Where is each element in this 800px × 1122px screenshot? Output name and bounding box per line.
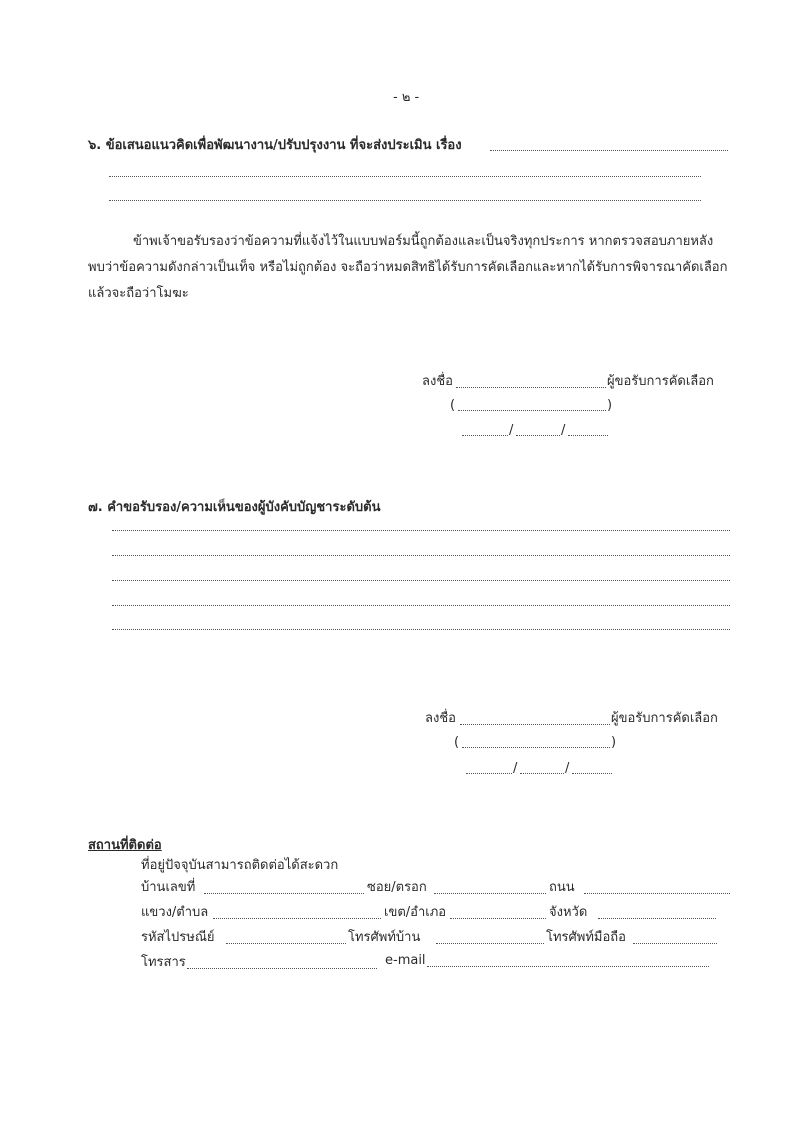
signature1-date-day[interactable] <box>462 435 508 436</box>
home-phone-field[interactable] <box>436 943 544 944</box>
section7-field-line-4[interactable] <box>112 605 730 606</box>
signature2-name-field[interactable] <box>462 747 610 748</box>
signature2-date-day[interactable] <box>466 773 512 774</box>
section6-field-line-3[interactable] <box>109 200 701 201</box>
house-no-label: บ้านเลขที่ <box>141 880 196 895</box>
section6-heading: ๖. ข้อเสนอแนวคิดเพื่อพัฒนางาน/ปรับปรุงงาน ที่จะส่งประเมิน เรื่อง <box>88 138 462 153</box>
section7-field-line-1[interactable] <box>112 530 730 531</box>
signature1-role-label: ผู้ขอรับการคัดเลือก <box>607 374 714 389</box>
signature1-date-sep1: / <box>509 423 514 438</box>
house-no-field[interactable] <box>204 893 364 894</box>
signature1-date-year[interactable] <box>568 435 608 436</box>
page-number: - ๒ - <box>393 90 420 105</box>
section7-field-line-5[interactable] <box>112 629 730 630</box>
signature2-date-year[interactable] <box>572 773 612 774</box>
contact-heading: สถานที่ติดต่อ <box>88 838 162 853</box>
postcode-field[interactable] <box>226 943 346 944</box>
signature1-name-field[interactable] <box>458 410 606 411</box>
signature1-name-open: ( <box>450 398 456 413</box>
mobile-phone-label: โทรศัพท์มือถือ <box>546 930 626 945</box>
signature2-name-close: ) <box>611 735 617 750</box>
province-field[interactable] <box>598 918 716 919</box>
district-field[interactable] <box>450 918 546 919</box>
signature1-sign-field[interactable] <box>456 387 606 388</box>
fax-label: โทรสาร <box>141 955 186 970</box>
soi-label: ซอย/ตรอก <box>367 880 427 895</box>
signature2-date-month[interactable] <box>520 773 564 774</box>
district-label: เขต/อำเภอ <box>384 905 447 920</box>
declaration-line-3: แล้วจะถือว่าโมฆะ <box>88 286 189 301</box>
section7-field-line-3[interactable] <box>112 580 730 581</box>
contact-subheading: ที่อยู่ปัจจุบันสามารถติดต่อได้สะดวก <box>141 858 339 873</box>
soi-field[interactable] <box>434 893 546 894</box>
email-label: e-mail <box>385 953 426 968</box>
section6-field-line-2[interactable] <box>109 176 701 177</box>
signature1-sign-label: ลงชื่อ <box>422 374 453 389</box>
signature2-date-sep2: / <box>565 761 570 776</box>
signature2-role-label: ผู้ขอรับการคัดเลือก <box>611 711 718 726</box>
road-label: ถนน <box>549 880 575 895</box>
signature1-date-month[interactable] <box>516 435 560 436</box>
declaration-line-2: พบว่าข้อความดังกล่าวเป็นเท็จ หรือไม่ถูกต้อง จะถือว่าหมดสิทธิได้รับการคัดเลือกและหากได้รับการพิจารณาคัดเลือก <box>88 260 728 275</box>
signature2-date-sep1: / <box>513 761 518 776</box>
signature2-name-open: ( <box>454 735 460 750</box>
postcode-label: รหัสไปรษณีย์ <box>141 930 215 945</box>
mobile-phone-field[interactable] <box>633 943 717 944</box>
declaration-line-1: ข้าพเจ้าขอรับรองว่าข้อความที่แจ้งไว้ในแบบฟอร์มนี้ถูกต้องและเป็นจริงทุกประการ หากตรวจสอบภายหลัง <box>133 234 714 249</box>
signature2-sign-field[interactable] <box>460 724 610 725</box>
home-phone-label: โทรศัพท์บ้าน <box>348 930 421 945</box>
signature1-name-close: ) <box>607 398 613 413</box>
section6-field-line-1[interactable] <box>490 150 728 151</box>
subdistrict-field[interactable] <box>213 918 381 919</box>
road-field[interactable] <box>584 893 730 894</box>
signature1-date-sep2: / <box>561 423 566 438</box>
signature2-sign-label: ลงชื่อ <box>425 711 456 726</box>
fax-field[interactable] <box>187 968 377 969</box>
province-label: จังหวัด <box>549 905 588 920</box>
email-field[interactable] <box>427 966 709 967</box>
subdistrict-label: แขวง/ตำบล <box>141 905 209 920</box>
section7-heading: ๗. คำขอรับรอง/ความเห็นของผู้บังคับบัญชาระดับต้น <box>88 500 381 515</box>
section7-field-line-2[interactable] <box>112 555 730 556</box>
